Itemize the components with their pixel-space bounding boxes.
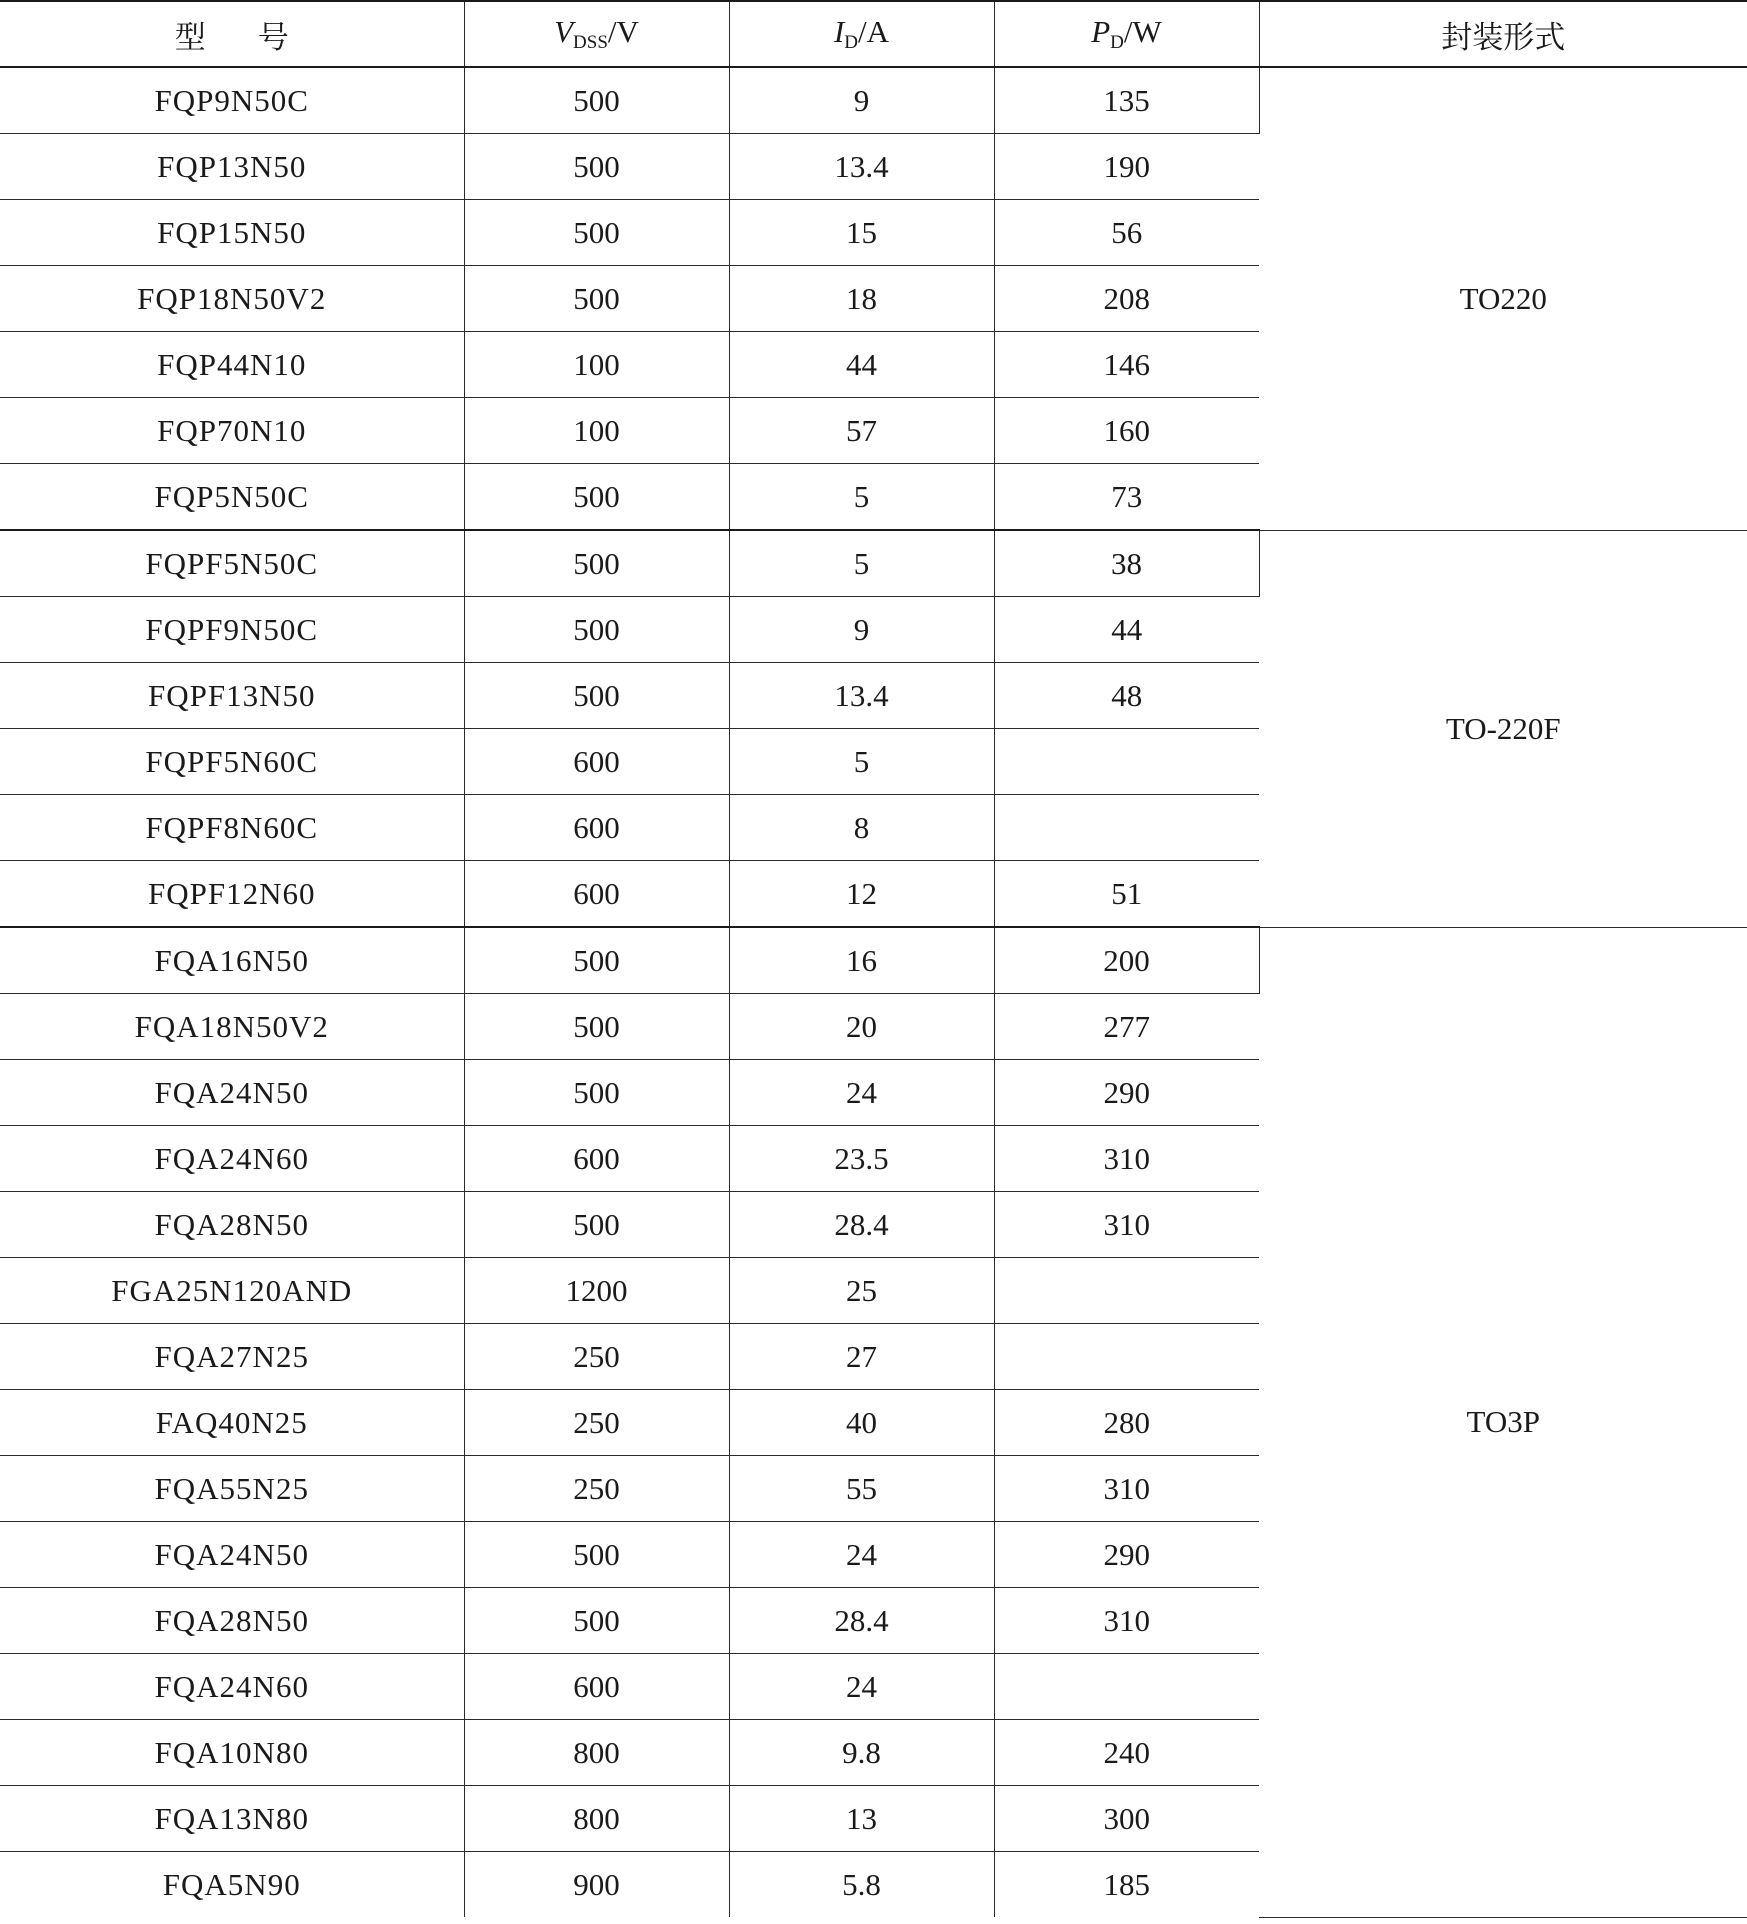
pd-cell: 310 — [994, 1126, 1259, 1192]
id-cell: 15 — [729, 200, 994, 266]
id-cell: 12 — [729, 861, 994, 928]
id-cell: 18 — [729, 266, 994, 332]
table-row — [0, 927, 1747, 994]
model-cell: FQP13N50 — [0, 134, 464, 200]
model-cell: FQA28N50 — [0, 1588, 464, 1654]
model-cell: FQPF8N60C — [0, 795, 464, 861]
vdss-cell: 500 — [464, 663, 729, 729]
vdss-cell: 500 — [464, 1192, 729, 1258]
vdss-cell: 800 — [464, 1786, 729, 1852]
model-cell: FQP15N50 — [0, 200, 464, 266]
pd-cell: 280 — [994, 1390, 1259, 1456]
pd-cell: 135 — [994, 67, 1259, 134]
vdss-cell: 500 — [464, 266, 729, 332]
vdss-cell: 500 — [464, 994, 729, 1060]
pd-cell: 190 — [994, 134, 1259, 200]
model-cell: FQP18N50V2 — [0, 266, 464, 332]
id-cell: 23.5 — [729, 1126, 994, 1192]
model-cell: FQA5N90 — [0, 1852, 464, 1918]
pd-cell — [994, 729, 1259, 795]
id-cell: 24 — [729, 1654, 994, 1720]
id-cell: 5 — [729, 464, 994, 531]
vdss-cell: 250 — [464, 1324, 729, 1390]
id-cell: 40 — [729, 1390, 994, 1456]
pd-cell: 310 — [994, 1456, 1259, 1522]
id-cell: 5.8 — [729, 1852, 994, 1918]
id-cell: 13 — [729, 1786, 994, 1852]
id-cell: 20 — [729, 994, 994, 1060]
model-cell: FQA24N50 — [0, 1522, 464, 1588]
package-cell: TO-220F — [1259, 530, 1747, 927]
model-cell: FGA25N120AND — [0, 1258, 464, 1324]
model-cell: FQP70N10 — [0, 398, 464, 464]
vdss-cell: 500 — [464, 134, 729, 200]
model-cell: FQPF9N50C — [0, 597, 464, 663]
pd-cell — [994, 1654, 1259, 1720]
vdss-cell: 500 — [464, 200, 729, 266]
vdss-cell: 1200 — [464, 1258, 729, 1324]
vdss-cell: 600 — [464, 1126, 729, 1192]
header-package: 封装形式 — [1259, 1, 1747, 67]
header-row — [0, 1, 1747, 67]
table-header — [0, 1, 1747, 67]
vdss-cell: 250 — [464, 1390, 729, 1456]
vdss-cell: 500 — [464, 1060, 729, 1126]
header-pd: $P_D/W$ — [994, 1, 1259, 67]
vdss-cell: 600 — [464, 729, 729, 795]
vdss-cell: 100 — [464, 332, 729, 398]
pd-cell: 51 — [994, 861, 1259, 928]
table-row — [0, 67, 1747, 134]
table-row — [0, 530, 1747, 597]
vdss-cell: 500 — [464, 464, 729, 531]
pd-cell: 73 — [994, 464, 1259, 531]
pd-cell: 310 — [994, 1588, 1259, 1654]
model-cell: FQPF13N50 — [0, 663, 464, 729]
model-cell: FAQ40N25 — [0, 1390, 464, 1456]
id-cell: 9 — [729, 67, 994, 134]
model-cell: FQA28N50 — [0, 1192, 464, 1258]
id-cell: 24 — [729, 1060, 994, 1126]
id-cell: 13.4 — [729, 134, 994, 200]
header-id: $I_D/A$ — [729, 1, 994, 67]
model-cell: FQA24N60 — [0, 1654, 464, 1720]
vdss-cell: 500 — [464, 1588, 729, 1654]
pd-cell: 185 — [1103, 1866, 1150, 1902]
pd-cell: 240 — [994, 1720, 1259, 1786]
id-cell: 9.8 — [729, 1720, 994, 1786]
id-cell: 25 — [729, 1258, 994, 1324]
id-cell: 28.4 — [729, 1588, 994, 1654]
model-cell: FQA55N25 — [0, 1456, 464, 1522]
pd-cell: 56 — [994, 200, 1259, 266]
model-cell: FQA27N25 — [0, 1324, 464, 1390]
vdss-cell: 500 — [464, 927, 729, 994]
pd-cell: 290 — [994, 1060, 1259, 1126]
model-cell: FQA16N50 — [0, 927, 464, 994]
model-cell: FQPF5N60C — [0, 729, 464, 795]
pd-cell: 44 — [994, 597, 1259, 663]
package-cell: TO220 — [1259, 67, 1747, 530]
pd-cell: 208 — [994, 266, 1259, 332]
vdss-cell: 900 — [464, 1852, 729, 1918]
vdss-cell: 500 — [464, 1522, 729, 1588]
id-cell: 13.4 — [729, 663, 994, 729]
model-cell: FQPF12N60 — [0, 861, 464, 928]
id-cell: 55 — [729, 1456, 994, 1522]
id-cell: 28.4 — [729, 1192, 994, 1258]
table-body — [0, 67, 1747, 1917]
vdss-cell: 250 — [464, 1456, 729, 1522]
vdss-cell: 500 — [464, 67, 729, 134]
model-cell: FQA24N60 — [0, 1126, 464, 1192]
model-cell: FQP44N10 — [0, 332, 464, 398]
pd-cell: 290 — [994, 1522, 1259, 1588]
model-cell: FQA10N80 — [0, 1720, 464, 1786]
id-cell: 24 — [729, 1522, 994, 1588]
header-vdss: $V_{DSS}/V$ — [464, 1, 729, 67]
vdss-cell: 600 — [464, 861, 729, 928]
id-cell: 27 — [729, 1324, 994, 1390]
model-cell: FQP5N50C — [0, 464, 464, 531]
id-cell: 44 — [729, 332, 994, 398]
vdss-cell: 600 — [464, 1654, 729, 1720]
model-cell: FQA24N50 — [0, 1060, 464, 1126]
pd-cell: 38 — [994, 530, 1259, 597]
vdss-cell: 800 — [464, 1720, 729, 1786]
vdss-cell: 500 — [464, 530, 729, 597]
id-cell: 9 — [729, 597, 994, 663]
pd-cell — [994, 1324, 1259, 1390]
id-cell: 5 — [729, 530, 994, 597]
id-cell: 5 — [729, 729, 994, 795]
id-cell: 16 — [729, 927, 994, 994]
id-cell: 57 — [729, 398, 994, 464]
pd-cell: 277 — [994, 994, 1259, 1060]
model-cell: FQPF5N50C — [0, 530, 464, 597]
pd-cell: 160 — [994, 398, 1259, 464]
header-model: 型号 — [0, 1, 464, 67]
pd-cell: 48 — [994, 663, 1259, 729]
pd-cell: 146 — [994, 332, 1259, 398]
pd-cell: 310 — [994, 1192, 1259, 1258]
model-cell: FQA13N80 — [0, 1786, 464, 1852]
vdss-cell: 100 — [464, 398, 729, 464]
pd-cell — [994, 1258, 1259, 1324]
vdss-cell: 600 — [464, 795, 729, 861]
pd-cell — [994, 795, 1259, 861]
pd-cell: 300 — [994, 1786, 1259, 1852]
pd-cell: 200 — [994, 927, 1259, 994]
model-cell: FQP9N50C — [0, 67, 464, 134]
model-cell: FQA18N50V2 — [0, 994, 464, 1060]
package-cell: TO3P — [1259, 927, 1747, 1917]
id-cell: 8 — [729, 795, 994, 861]
vdss-cell: 500 — [464, 597, 729, 663]
